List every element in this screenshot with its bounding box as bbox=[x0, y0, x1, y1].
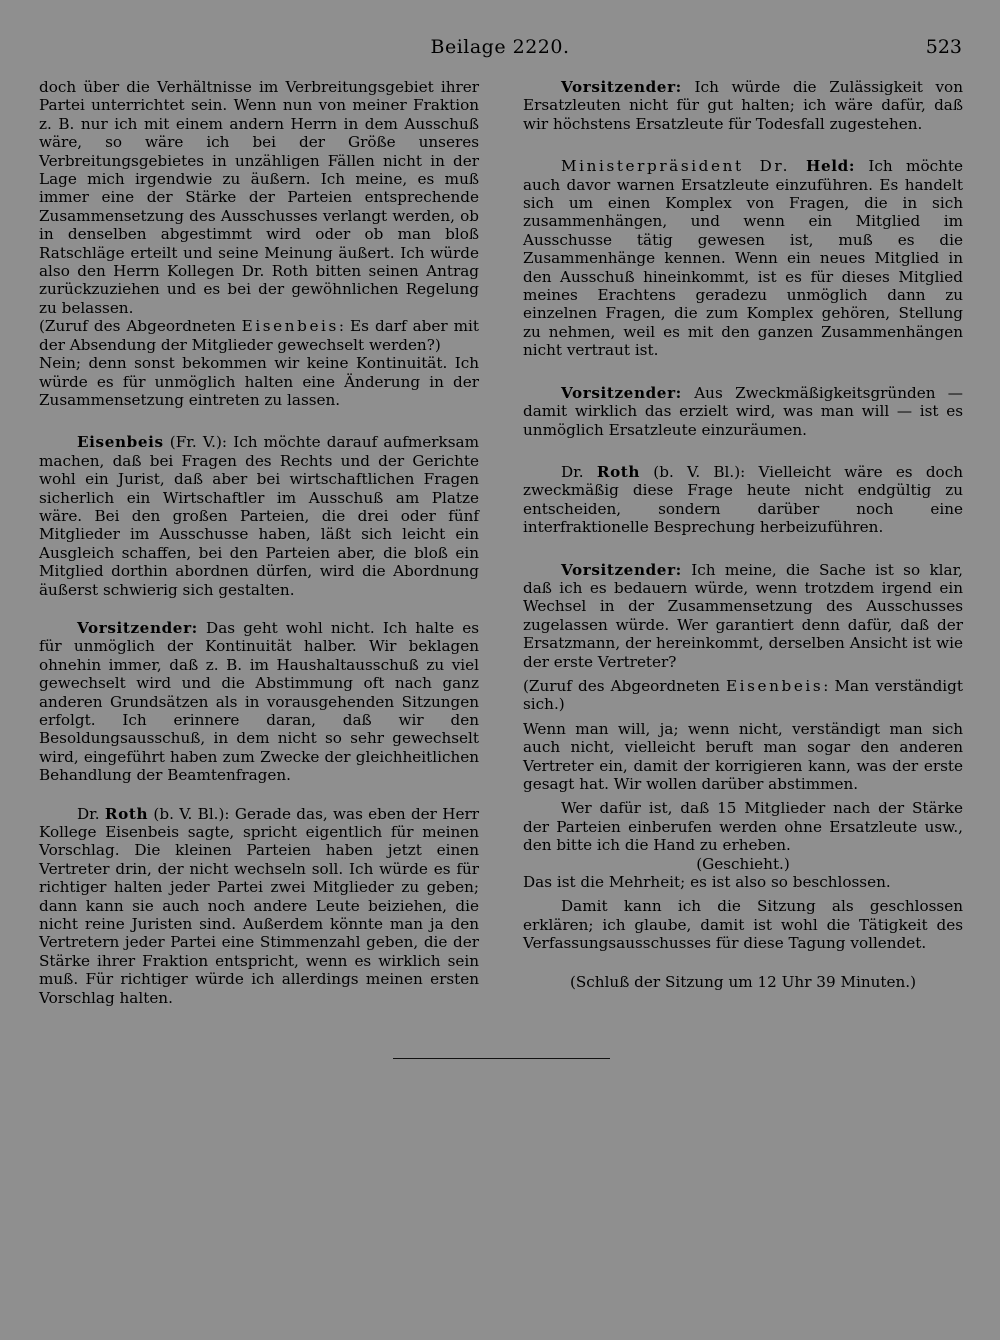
interjection-name: Eisenbeis bbox=[241, 317, 339, 336]
speech-roth bbox=[523, 463, 963, 537]
interjection-eisenbeis bbox=[523, 677, 963, 714]
interjection-text: : Man verständigt sich.) bbox=[523, 676, 963, 714]
paragraph-vote-call: Wer dafür ist, daß 15 Mitglieder nach der Stärke der Parteien einberufen werden ohne Ersatzleute usw., den bitte ich die Hand zu erheben. bbox=[523, 799, 963, 855]
speech-text: Ich möchte auch davor warnen Ersatzleute einzuführen. Es handelt sich um einen Komplex von Fragen, die in sich zusammenhängen, und wenn ein Mitglied im Ausschusse tätig gewesen ist, muß es die Zusammenhänge kennen. Wenn ein neues Mitglied in den Ausschuß hineinkommt, ist es für dieses Mitglied meines Erachtens geradezu unmöglich dann zu einzelnen Fragen, die zum Komplex gehören, Stellung zu nehmen, weil es mit den ganzen Zusammenhängen nicht vertraut ist. bbox=[523, 157, 963, 360]
speech-vorsitzender bbox=[523, 561, 963, 671]
speaker-name: Eisenbeis bbox=[77, 433, 164, 452]
speaker-name: Vorsitzender: bbox=[77, 618, 198, 637]
stage-direction: (Geschieht.) bbox=[696, 854, 790, 873]
speech-text: Ich meine, die Sache ist so klar, daß ich es bedauern würde, wenn trotzdem irgend ein Wechsel in der Zusammensetzung des Ausschusses zugelassen würde. Wer garantiert denn dafür, daß der Ersatzmann, der hereinkommt, derselben Ansicht ist wie der erste Vertreter? bbox=[523, 560, 963, 671]
interjection-text: : Es darf aber mit der Absendung der Mitglieder gewechselt werden?) bbox=[39, 317, 480, 354]
speech-vorsitzender bbox=[523, 384, 963, 439]
speaker-name: Roth bbox=[104, 804, 149, 823]
interjection-name: Eisenbeis bbox=[725, 676, 824, 695]
speech-text: (Fr. V.): Ich möchte darauf aufmerksam machen, daß bei Fragen des Rechts und der Gerichte wohl ein Jurist, daß aber bei wirtschaftlichen Fragen sicherlich ein Wirtschaftler im Ausschuß am Platze wäre. Bei den großen Parteien, die drei oder fünf Mitglieder im Ausschusse haben, läßt sich leicht ein Ausgleich schaffen, bei den Parteien aber, die bloß ein Mitglied dorthin abordnen dürfen, wird die Abordnung äußerst schwierig sich gestalten. bbox=[39, 433, 479, 599]
speech-vorsitzender bbox=[523, 78, 963, 133]
right-column bbox=[523, 78, 963, 991]
speech-roth bbox=[39, 805, 479, 1007]
speaker-title: Dr. bbox=[561, 462, 597, 481]
speech-text: (b. V. Bl.): Gerade das, was eben der Herr Kollege Eisenbeis sagte, spricht eigentlich für meinen Vorschlag. Die kleinen Parteien haben jetzt einen Vertreter drin, der nicht wechseln soll. Ich würde es für richtiger halten jeder Partei zwei Mitglieder zu geben; dann kann sie auch noch andere Leute beiziehen, die nicht reine Juristen sind. Außerdem könnte man ja den Vertretern jeder Partei eine Stimmenzahl geben, die der Stärke ihrer Fraktion entspricht, wenn es wirklich sein muß. Für richtiger würde ich allerdings meinen ersten Vorschlag halten. bbox=[39, 804, 479, 1007]
speech-eisenbeis bbox=[39, 433, 479, 599]
interjection-open: (Zuruf des Abgeordneten bbox=[39, 317, 242, 336]
page-header-title: Beilage 2220. bbox=[430, 36, 570, 58]
speaker-name: Vorsitzender: bbox=[561, 383, 682, 402]
speaker-name: Roth bbox=[596, 462, 641, 481]
paragraph-closing: Damit kann ich die Sitzung als geschlossen erklären; ich glaube, damit ist wohl die Tätigkeit des Verfassungsausschusses für diese Tagung vollendet. bbox=[523, 897, 963, 953]
session-end-note: (Schluß der Sitzung um 12 Uhr 39 Minuten.) bbox=[569, 972, 917, 991]
speech-text: Aus Zweckmäßigkeitsgründen — damit wirklich das erzielt wird, was man will — ist es unmöglich Ersatzleute einzuräumen. bbox=[523, 383, 963, 439]
speech-text: (b. V. Bl.): Vielleicht wäre es doch zweckmäßig diese Frage heute nicht endgültig zu entscheiden, sondern darüber noch eine interfraktionelle Besprechung herbeizuführen. bbox=[523, 462, 963, 537]
speaker-name: Held: bbox=[806, 157, 856, 176]
speech-text: Das geht wohl nicht. Ich halte es für unmöglich der Kontinuität halber. Wir beklagen ohnehin immer, daß z. B. im Haushaltausschuß zu viel gewechselt wird und die Abstimmung oft nach ganz anderen Grundsätzen als in vorausgehenden Sitzungen erfolgt. Ich erinnere daran, daß wir den Besoldungsausschuß, in dem nicht so sehr gewechselt wird, eingeführt haben zum Zwecke der gleichheitlichen Behandlung der Beamtenfragen. bbox=[39, 618, 479, 785]
speech-text: Ich würde die Zulässigkeit von Ersatzleuten nicht für gut halten; ich wäre dafür, daß wir höchstens Ersatzleute für Todesfall zugestehen. bbox=[523, 78, 963, 133]
speaker-title: Dr. bbox=[77, 804, 105, 823]
page-number: 523 bbox=[925, 36, 962, 58]
paragraph-reply: Nein; denn sonst bekommen wir keine Kontinuität. Ich würde es für unmöglich halten eine Änderung in der Zusammensetzung eintreten zu lassen. bbox=[39, 354, 479, 409]
left-column bbox=[39, 78, 479, 1007]
paragraph-continuation: doch über die Verhältnisse im Verbreitungsgebiet ihrer Partei unterrichtet sein. Wenn nun von meiner Fraktion z. B. nur ich mit einem andern Herrn in dem Ausschuß wäre, so wäre ich bei der Größe unseres Verbreitungsgebietes in unzähligen Fällen nicht in der Lage mich irgendwie zu äußern. Ich meine, es muß immer eine der Stärke der Parteien entsprechende Zusammensetzung des Ausschusses verlangt werden, ob in denselben abgestimmt wird oder ob man bloß Ratschläge erteilt und seine Meinung äußert. Ich würde also den Herrn Kollegen Dr. Roth bitten seinen Antrag zurückzuziehen und es bei der gewöhnlichen Regelung zu belassen. bbox=[39, 78, 479, 317]
paragraph-reply: Wenn man will, ja; wenn nicht, verständigt man sich auch nicht, vielleicht beruft man sogar den anderen Vertreter ein, damit der korrigieren kann, was der erste gesagt hat. Wir wollen darüber abstimmen. bbox=[523, 719, 963, 793]
speaker-name: Vorsitzender: bbox=[561, 78, 682, 96]
speech-held bbox=[523, 157, 963, 359]
interjection-eisenbeis bbox=[39, 317, 479, 354]
speech-vorsitzender bbox=[39, 619, 479, 785]
speaker-title: Ministerpräsident Dr. bbox=[561, 157, 807, 176]
paragraph-result: Das ist die Mehrheit; es ist also so beschlossen. bbox=[523, 873, 891, 892]
interjection-open: (Zuruf des Abgeordneten bbox=[523, 676, 726, 695]
speaker-name: Vorsitzender: bbox=[561, 560, 682, 579]
end-rule bbox=[393, 1058, 610, 1059]
